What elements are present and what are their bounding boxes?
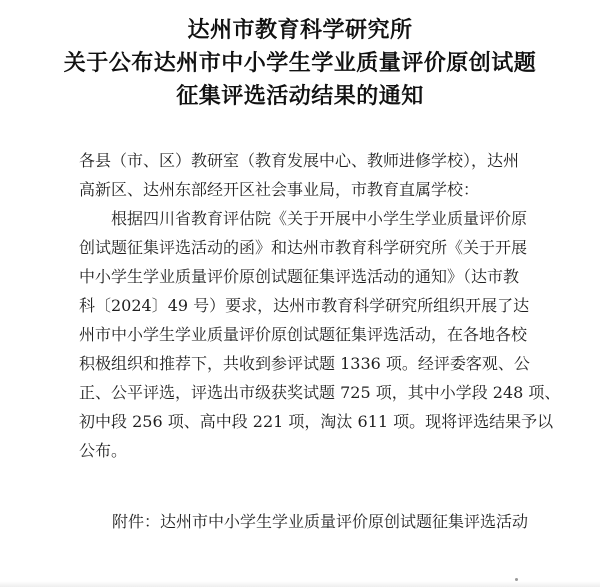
- document-title: [0, 14, 600, 113]
- salutation-line: 高新区、达州东部经开区社会事业局，市教育直属学校：: [79, 180, 480, 199]
- paragraph-line: 正、公平评选，评选出市级获奖试题 725 项，其中小学段 248 项、: [79, 383, 561, 402]
- paragraph-line: 根据四川省教育评估院《关于开展中小学生学业质量评价原: [111, 209, 528, 228]
- scan-edge: [0, 581, 600, 587]
- paragraph-line: 州市中小学生学业质量评价原创试题征集评选活动，在各地各校: [79, 325, 528, 344]
- title-line-main: 关于公布达州市中小学生学业质量评价原创试题: [63, 50, 537, 76]
- title-line-sub: 征集评选活动结果的通知: [176, 83, 424, 109]
- paragraph-line: 创试题征集评选活动的函》和达州市教育科学研究所《关于开展: [79, 238, 528, 257]
- paragraph-line: 中小学生学业质量评价原创试题征集评选活动的通知》（达市教: [79, 267, 520, 286]
- paragraph-line: 积极组织和推荐下，共收到参评试题 1336 项。经评委客观、公: [79, 354, 530, 373]
- attachment-note: 附件：达州市中小学生学业质量评价原创试题征集评选活动: [112, 512, 529, 531]
- title-line-org: 达州市教育科学研究所: [187, 17, 413, 43]
- scan-speck: [515, 578, 518, 581]
- paragraph-line: 公布。: [79, 441, 128, 460]
- main-paragraph: [79, 204, 561, 465]
- paragraph-line: 科〔2024〕49 号）要求，达州市教育科学研究所组织开展了达: [79, 296, 530, 315]
- salutation: [79, 146, 549, 204]
- paragraph-line: 初中段 256 项、高中段 221 项，淘汰 611 项。现将评选结果予以: [79, 412, 554, 431]
- salutation-line: 各县（市、区）教研室（教育发展中心、教师进修学校），达州: [79, 151, 520, 170]
